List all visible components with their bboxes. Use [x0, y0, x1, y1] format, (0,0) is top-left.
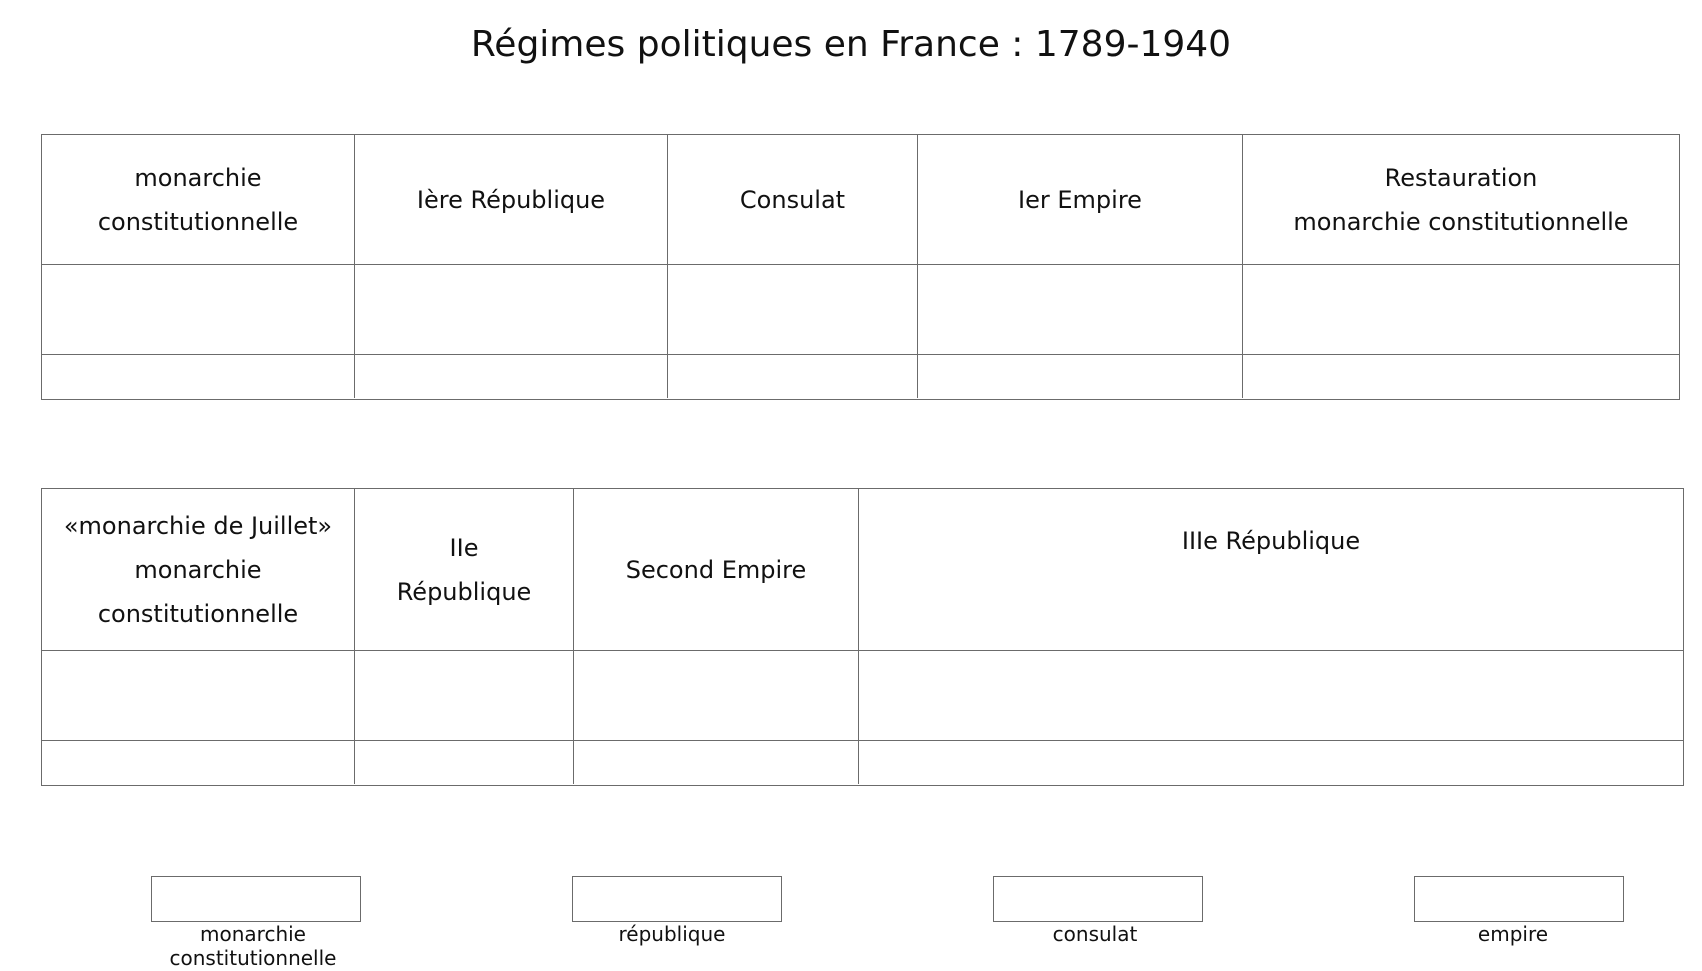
- header-cell: [42, 489, 355, 651]
- header-cell: [355, 489, 574, 651]
- answer-cell[interactable]: [859, 651, 1683, 741]
- header-line: Consulat: [739, 185, 846, 214]
- header-line: Ier Empire: [1018, 185, 1142, 214]
- header-cell: [918, 135, 1243, 265]
- regimes-table-1: [41, 134, 1680, 400]
- header-line: monarchie: [134, 555, 262, 584]
- legend-label-consulat: [965, 922, 1225, 946]
- date-cell[interactable]: [42, 741, 355, 784]
- header-line: constitutionnelle: [97, 599, 299, 628]
- date-cell[interactable]: [355, 741, 574, 784]
- answer-cell[interactable]: [574, 651, 859, 741]
- answer-cell[interactable]: [1243, 265, 1679, 355]
- legend-swatch-monarchie[interactable]: [151, 876, 361, 922]
- header-cell: [668, 135, 918, 265]
- date-cell[interactable]: [859, 741, 1683, 784]
- legend-swatch-empire[interactable]: [1414, 876, 1624, 922]
- header-line: monarchie: [134, 163, 262, 192]
- header-line: «monarchie de Juillet»: [63, 511, 333, 540]
- date-cell[interactable]: [918, 355, 1243, 398]
- date-cell[interactable]: [355, 355, 668, 398]
- header-line: IIe: [449, 533, 479, 562]
- header-line: République: [396, 577, 532, 606]
- header-line: Restauration: [1384, 163, 1538, 192]
- header-line: constitutionnelle: [97, 207, 299, 236]
- answer-cell[interactable]: [42, 651, 355, 741]
- legend-label-monarchie: [123, 922, 383, 970]
- header-cell: [859, 489, 1683, 651]
- legend-swatch-consulat[interactable]: [993, 876, 1203, 922]
- header-line: Second Empire: [625, 555, 807, 584]
- date-cell[interactable]: [574, 741, 859, 784]
- header-line: Ière République: [416, 185, 606, 214]
- legend-line: consulat: [1052, 922, 1138, 946]
- answer-cell[interactable]: [355, 265, 668, 355]
- legend-line: constitutionnelle: [169, 946, 337, 970]
- header-cell: [42, 135, 355, 265]
- date-cell[interactable]: [1243, 355, 1679, 398]
- legend-swatch-republique[interactable]: [572, 876, 782, 922]
- header-line: monarchie constitutionnelle: [1293, 207, 1629, 236]
- header-cell: [1243, 135, 1679, 265]
- legend-label-empire: [1383, 922, 1643, 946]
- header-line: IIIe République: [1181, 527, 1361, 555]
- header-cell: [574, 489, 859, 651]
- date-cell[interactable]: [668, 355, 918, 398]
- answer-cell[interactable]: [918, 265, 1243, 355]
- answer-cell[interactable]: [668, 265, 918, 355]
- legend-line: monarchie: [200, 922, 306, 946]
- legend-line: empire: [1477, 922, 1549, 946]
- page-title: Régimes politiques en France : 1789-1940: [470, 24, 1232, 65]
- date-cell[interactable]: [42, 355, 355, 398]
- regimes-table-2: [41, 488, 1684, 786]
- answer-cell[interactable]: [355, 651, 574, 741]
- header-cell: [355, 135, 668, 265]
- legend-line: république: [618, 922, 726, 946]
- legend-label-republique: [542, 922, 802, 946]
- answer-cell[interactable]: [42, 265, 355, 355]
